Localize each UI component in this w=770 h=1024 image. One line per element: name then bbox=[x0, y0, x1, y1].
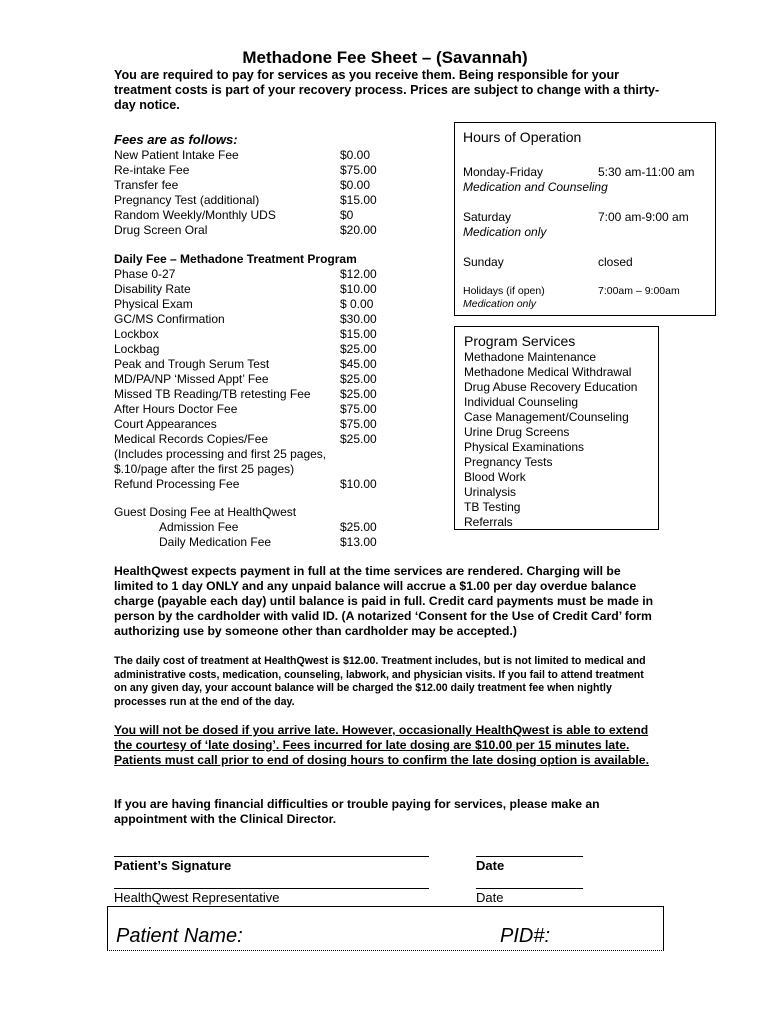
hours-note: Medication and Counseling bbox=[463, 180, 608, 194]
guest-heading-text: Guest Dosing Fee at HealthQwest bbox=[114, 505, 297, 519]
fee-amount: $75.00 bbox=[340, 402, 377, 416]
fee-label: GC/MS Confirmation bbox=[114, 312, 225, 326]
pid-label: PID#: bbox=[500, 925, 551, 947]
records-note bbox=[114, 462, 400, 477]
fee-label: Random Weekly/Monthly UDS bbox=[114, 208, 276, 222]
patient-name-box bbox=[107, 906, 664, 951]
fee-row bbox=[114, 402, 400, 417]
fee-label: Daily Medication Fee bbox=[159, 535, 272, 549]
fee-amount: $25.00 bbox=[340, 520, 377, 534]
records-note-line: $.10/page after the first 25 pages) bbox=[114, 462, 295, 476]
fee-row bbox=[114, 312, 400, 327]
fee-label: Court Appearances bbox=[114, 417, 217, 431]
hours-time: closed bbox=[598, 255, 633, 269]
fee-row bbox=[114, 267, 400, 282]
daily-fees-list bbox=[114, 252, 400, 492]
list-item: Urinalysis bbox=[464, 485, 517, 499]
intro-text: You are required to pay for services as you receive them. Being responsible for your treatment costs is part of your recovery process. Prices are subject to change with a thirty-day notice. bbox=[114, 68, 660, 112]
fee-row bbox=[114, 208, 400, 223]
fee-label: Medical Records Copies/Fee bbox=[114, 432, 269, 446]
fee-amount: $75.00 bbox=[340, 163, 377, 177]
list-item: Drug Abuse Recovery Education bbox=[464, 380, 638, 394]
fee-amount: $15.00 bbox=[340, 327, 377, 341]
guest-heading bbox=[114, 505, 400, 520]
hours-note: Medication only bbox=[463, 298, 536, 310]
fee-amount: $75.00 bbox=[340, 417, 377, 431]
fee-amount: $25.00 bbox=[340, 342, 377, 356]
hours-of-operation-box bbox=[454, 122, 716, 316]
hours-title: Hours of Operation bbox=[463, 129, 582, 145]
fee-amount: $15.00 bbox=[340, 193, 377, 207]
fee-row bbox=[114, 535, 400, 550]
daily-fee-heading-text: Daily Fee – Methadone Treatment Program bbox=[114, 252, 357, 266]
list-item: Case Management/Counseling bbox=[464, 410, 629, 424]
fee-row bbox=[114, 282, 400, 297]
fee-amount: $30.00 bbox=[340, 312, 377, 326]
fee-label: Re-intake Fee bbox=[114, 163, 190, 177]
list-item: Referrals bbox=[464, 515, 513, 529]
daily-cost-paragraph: The daily cost of treatment at HealthQwest is $12.00. Treatment includes, but is not limited to medical and administrative costs, medication, counseling, labwork, and physician visits. If you fail to attend treatment on any given day, your account balance will be charged the $12.00 daily treatment fee when nightly processes run at the end of the day. bbox=[114, 655, 646, 708]
signature-line bbox=[114, 856, 429, 857]
fee-label: Pregnancy Test (additional) bbox=[114, 193, 260, 207]
fee-label: Admission Fee bbox=[159, 520, 239, 534]
daily-fee-heading bbox=[114, 252, 400, 267]
payment-policy-paragraph: HealthQwest expects payment in full at the time services are rendered. Charging will be limited to 1 day ONLY and any unpaid balance will accrue a $1.00 per day overdue balance charge (payable each day) until balance is paid in full. Credit card payments must be made in person by the cardholder with valid ID. (A notarized ‘Consent for the Use of Credit Card’ form authorizing use by someone other than cardholder may be accepted.) bbox=[114, 564, 654, 638]
list-item: Individual Counseling bbox=[464, 395, 579, 409]
hours-time: 7:00 am-9:00 am bbox=[598, 210, 689, 224]
fee-amount: $0.00 bbox=[340, 148, 371, 162]
fee-label: Physical Exam bbox=[114, 297, 193, 311]
fee-row bbox=[114, 357, 400, 372]
fee-row bbox=[114, 223, 400, 238]
list-item: Urine Drug Screens bbox=[464, 425, 570, 439]
patient-name-label: Patient Name: bbox=[116, 925, 243, 947]
fee-row bbox=[114, 417, 400, 432]
fee-row bbox=[114, 178, 400, 193]
fee-row bbox=[114, 193, 400, 208]
representative-label: HealthQwest Representative bbox=[114, 890, 280, 905]
program-services-title: Program Services bbox=[464, 333, 576, 349]
patient-signature-label: Patient’s Signature bbox=[114, 858, 232, 873]
fee-row bbox=[114, 297, 400, 312]
hours-day: Sunday bbox=[463, 255, 504, 269]
fee-label: Drug Screen Oral bbox=[114, 223, 208, 237]
fee-amount: $ 0.00 bbox=[340, 297, 374, 311]
program-services-box bbox=[454, 326, 659, 530]
date-line bbox=[476, 888, 583, 889]
fee-amount: $0 bbox=[340, 208, 354, 222]
fee-amount: $0.00 bbox=[340, 178, 371, 192]
fees-heading: Fees are as follows: bbox=[114, 132, 238, 147]
fee-label: Transfer fee bbox=[114, 178, 179, 192]
fee-amount: $45.00 bbox=[340, 357, 377, 371]
fee-row bbox=[114, 432, 400, 447]
representative-line bbox=[114, 888, 429, 889]
list-item: Pregnancy Tests bbox=[464, 455, 553, 469]
program-services-list bbox=[464, 350, 637, 530]
fee-label: MD/PA/NP ‘Missed Appt’ Fee bbox=[114, 372, 269, 386]
fee-amount: $10.00 bbox=[340, 477, 377, 491]
fee-row bbox=[114, 477, 400, 492]
fee-label: Lockbox bbox=[114, 327, 159, 341]
fee-row bbox=[114, 372, 400, 387]
fee-label: Refund Processing Fee bbox=[114, 477, 240, 491]
fee-amount: $25.00 bbox=[340, 387, 377, 401]
fee-amount: $10.00 bbox=[340, 282, 377, 296]
fee-label: Lockbag bbox=[114, 342, 160, 356]
date-label: Date bbox=[476, 890, 504, 905]
fee-amount: $13.00 bbox=[340, 535, 377, 549]
records-note-line: (Includes processing and first 25 pages, bbox=[114, 447, 327, 461]
hours-day: Monday-Friday bbox=[463, 165, 544, 179]
fee-label: Phase 0-27 bbox=[114, 267, 176, 281]
list-item: Blood Work bbox=[464, 470, 526, 484]
fee-row bbox=[114, 163, 400, 178]
list-item: TB Testing bbox=[464, 500, 521, 514]
fee-label: Disability Rate bbox=[114, 282, 191, 296]
fee-row bbox=[114, 520, 400, 535]
list-item: Methadone Medical Withdrawal bbox=[464, 365, 632, 379]
fee-row bbox=[114, 148, 400, 163]
fee-label: Peak and Trough Serum Test bbox=[114, 357, 270, 371]
fee-row bbox=[114, 327, 400, 342]
fees-list bbox=[114, 148, 400, 238]
hours-time: 5:30 am-11:00 am bbox=[598, 165, 695, 179]
fee-amount: $20.00 bbox=[340, 223, 377, 237]
hours-time: 7:00am – 9:00am bbox=[598, 285, 680, 297]
hours-day: Saturday bbox=[463, 210, 512, 224]
list-item: Physical Examinations bbox=[464, 440, 585, 454]
late-dosing-paragraph: You will not be dosed if you arrive late. However, occasionally HealthQwest is able to extend the courtesy of ‘late dosing’. Fees incurred for late dosing are $10.00 per 15 minutes late. Patients must call prior to end of dosing hours to confirm the late dosing option is available. bbox=[114, 723, 649, 767]
fee-row bbox=[114, 387, 400, 402]
hours-day: Holidays (if open) bbox=[463, 285, 545, 297]
fee-label: New Patient Intake Fee bbox=[114, 148, 239, 162]
financial-difficulties-paragraph: If you are having financial difficulties or trouble paying for services, please make an appointment with the Clinical Director. bbox=[114, 797, 600, 826]
date-label: Date bbox=[476, 858, 505, 873]
guest-fees-list bbox=[114, 505, 400, 550]
fee-amount: $25.00 bbox=[340, 432, 377, 446]
fee-row bbox=[114, 342, 400, 357]
page-title: Methadone Fee Sheet – (Savannah) bbox=[242, 48, 528, 67]
list-item: Methadone Maintenance bbox=[464, 350, 597, 364]
fee-label: After Hours Doctor Fee bbox=[114, 402, 238, 416]
fee-amount: $12.00 bbox=[340, 267, 377, 281]
fee-label: Missed TB Reading/TB retesting Fee bbox=[114, 387, 311, 401]
hours-note: Medication only bbox=[463, 225, 547, 239]
date-line bbox=[476, 856, 583, 857]
fee-amount: $25.00 bbox=[340, 372, 377, 386]
records-note bbox=[114, 447, 400, 462]
